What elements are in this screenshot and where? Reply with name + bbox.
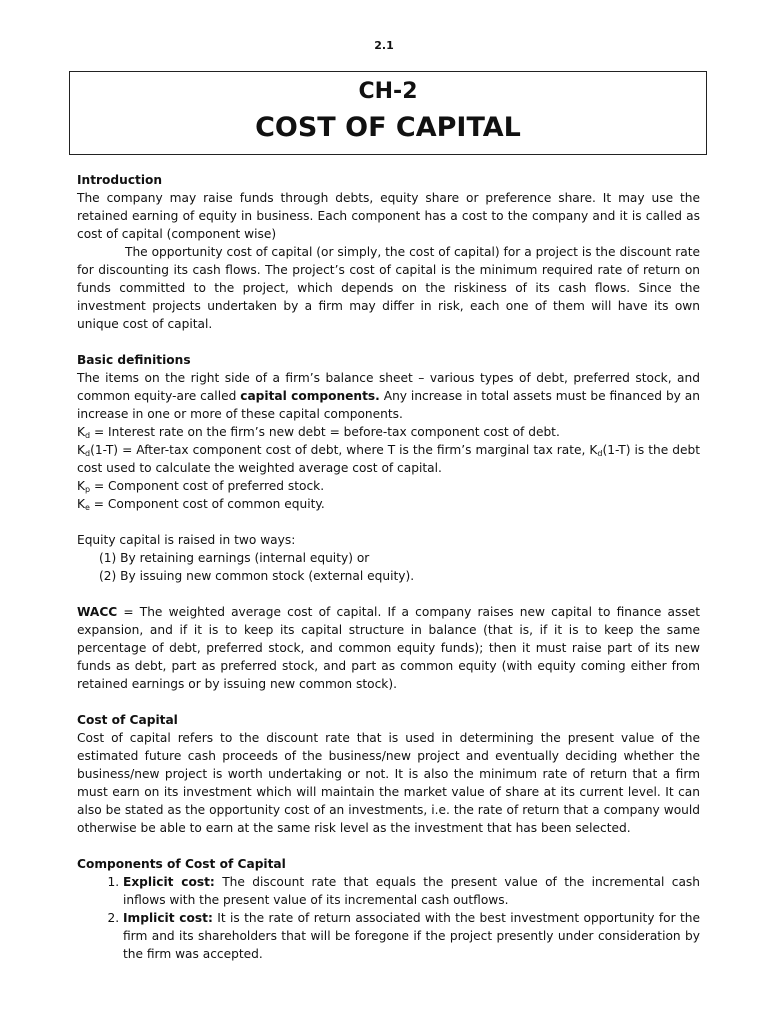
capital-components-term: capital components.: [240, 389, 380, 403]
introduction-paragraph: The company may raise funds through debts, equity share or preference share. It may use the retained earning of equity in business. Each component has a cost to the company and it is called as cost of capital (component wise): [77, 191, 700, 241]
title-box: [69, 71, 707, 155]
basic-definitions-heading: Basic definitions: [77, 353, 191, 367]
page-number: 2.1: [374, 39, 394, 52]
list-item: 2. Implicit cost: It is the rate of return associated with the best investment opportunity for the firm and its shareholders that will be foregone if the project presently under consideration by the firm was accepted.: [123, 909, 700, 963]
chapter-label: CH-2: [358, 79, 418, 104]
equity-capital-intro: Equity capital is raised in two ways:: [77, 533, 296, 547]
components-list: [77, 873, 700, 963]
cost-of-capital-heading: Cost of Capital: [77, 713, 178, 727]
components-heading: Components of Cost of Capital: [77, 857, 286, 871]
opportunity-cost-paragraph: The opportunity cost of capital (or simply, the cost of capital) for a project is the discount rate for discounting its cash flows. The project’s cost of capital is the minimum required rate of return on funds committed to the project, which depends on the riskiness of its cash flows. Since the investment projects undertaken by a firm may differ in risk, each one of them will have its own unique cost of capital.: [77, 245, 700, 331]
equity-ways-list: [77, 549, 700, 585]
ke-definition: $K_e$ = Component cost of common equity.: [77, 497, 325, 512]
introduction-heading: Introduction: [77, 173, 163, 187]
list-item: 1. Explicit cost: The discount rate that equals the present value of the incremental cash inflows with the present value of its incremental cash outflows.: [123, 873, 700, 909]
cost-of-capital-paragraph: Cost of capital refers to the discount rate that is used in determining the present value of the estimated future cash proceeds of the business/new project and eventually deciding whether the business/new project is worth undertaking or not. It is also the minimum rate of return that a firm must earn on its investment which will maintain the market value of share at its current level. It can also be stated as the opportunity cost of an investments, i.e. the rate of return that a company would otherwise be able to earn at the same risk level as the investment that has been selected.: [77, 731, 700, 835]
kp-definition: $K_p$ = Component cost of preferred stock.: [77, 479, 325, 494]
capital-components-paragraph: The items on the right side of a firm’s balance sheet – various types of debt, preferred stock, and common equity-are called capital components. Any increase in total assets must be financed by an increase in one or more of these capital components.: [77, 371, 701, 421]
body-text: [77, 171, 700, 963]
wacc-paragraph: WACC = The weighted average cost of capital. If a company raises new capital to finance asset expansion, and if it is to keep its capital structure in balance (that is, if it is to keep the same percentage of debt, preferred stock, and common equity funds); then it must raise part of its new funds as debt, part as preferred stock, and part as common equity (with equity coming either from retained earnings or by issuing new common stock).: [77, 605, 700, 691]
list-item: (2) By issuing new common stock (external equity).: [99, 569, 415, 583]
page-title: COST OF CAPITAL: [255, 112, 521, 143]
kd-definition: $K_d$ = Interest rate on the firm’s new debt = before-tax component cost of debt.: [77, 425, 560, 440]
kd-after-tax-definition: $K_d(1-T)$ = After-tax component cost of debt, where T is the firm’s marginal tax rate, $K_d(1-T)$ is the debt cost used to calculate the weighted average cost of capital.: [77, 443, 700, 475]
wacc-term: WACC: [77, 605, 118, 619]
list-item: (1) By retaining earnings (internal equity) or: [99, 551, 370, 565]
